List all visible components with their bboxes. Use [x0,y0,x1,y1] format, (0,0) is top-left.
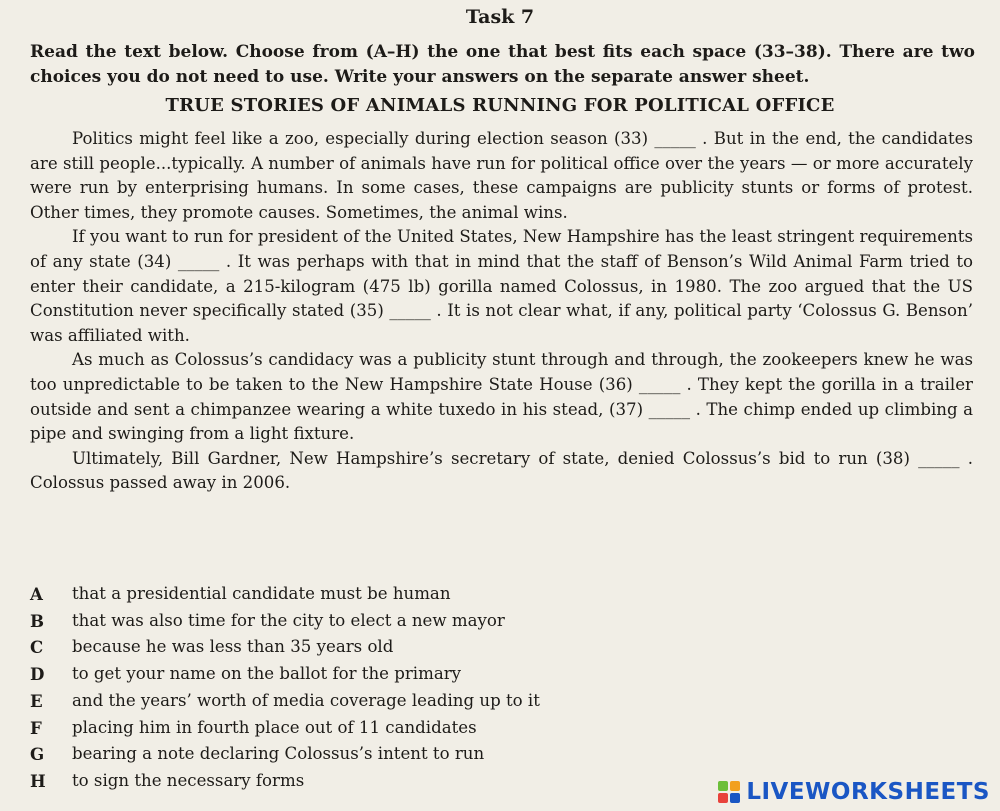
logo-text: LIVEWORKSHEETS [746,779,990,805]
option-d [30,661,730,688]
answer-options [30,581,730,795]
paragraph: As much as Colossus’s candidacy was a publicity stunt through and through, the zookeepers knew he was too unpredictable to be taken to the New Hampshire State House (36) _____ . They kept the gorilla in a trailer outside and sent a chimpanzee wearing a white tuxedo in his stead, (37) _____ . The chimp ended up climbing a pipe and swinging from a light fixture. [30,350,973,444]
option-c [30,634,730,661]
story-title: TRUE STORIES OF ANIMALS RUNNING FOR POLITICAL OFFICE [165,95,835,116]
instructions: Read the text below. Choose from (A–H) the one that best fits each space (33–38). There are two choices you do not need to use. Write your answers on the separate answer sheet. [30,42,975,87]
option-letter: H [30,770,46,791]
option-text: and the years’ worth of media coverage leading up to it [72,690,540,710]
option-text: placing him in fourth place out of 11 candidates [72,717,477,737]
option-letter: C [30,637,44,658]
liveworksheets-logo[interactable] [718,779,990,805]
option-letter: F [30,717,42,738]
paragraph: Ultimately, Bill Gardner, New Hampshire’s secretary of state, denied Colossus’s bid to run (38) _____ . Colossus passed away in 2006. [30,448,973,493]
option-text: because he was less than 35 years old [72,637,394,657]
option-letter: E [30,690,43,711]
paragraph: If you want to run for president of the United States, New Hampshire has the least stringent requirements of any state (34) _____ . It was perhaps with that in mind that the staff of Benson’s Wild Animal Farm tried to enter their candidate, a 215-kilogram (475 lb) gorilla named Colossus, in 1980. The zoo argued that the US Constitution never specifically stated (35) _____ . It is not clear what, if any, political party ‘Colossus G. Benson’ was affiliated with. [30,227,973,345]
option-a [30,581,730,608]
story-body [30,127,973,496]
liveworksheets-logo-icon [718,781,740,803]
option-letter: D [30,664,45,685]
task-title: Task 7 [465,6,535,28]
option-text: bearing a note declaring Colossus’s intent to run [72,744,485,764]
option-letter: G [30,744,45,765]
paragraph: Politics might feel like a zoo, especially during election season (33) _____ . But in the end, the candidates are still people...typically. A number of animals have run for political office over the years — or more accurately were run by enterprising humans. In some cases, these campaigns are publicity stunts or forms of protest. Other times, they promote causes. Sometimes, the animal wins. [30,129,973,222]
option-text: that was also time for the city to elect a new mayor [72,610,505,630]
option-g [30,741,730,768]
option-b [30,608,730,635]
option-text: that a presidential candidate must be human [72,584,451,603]
option-letter: B [30,610,45,631]
option-letter: A [30,584,43,604]
option-h [30,768,730,795]
option-e [30,688,730,715]
option-text: to sign the necessary forms [72,770,305,790]
option-text: to get your name on the ballot for the primary [72,664,462,684]
option-f [30,715,730,742]
